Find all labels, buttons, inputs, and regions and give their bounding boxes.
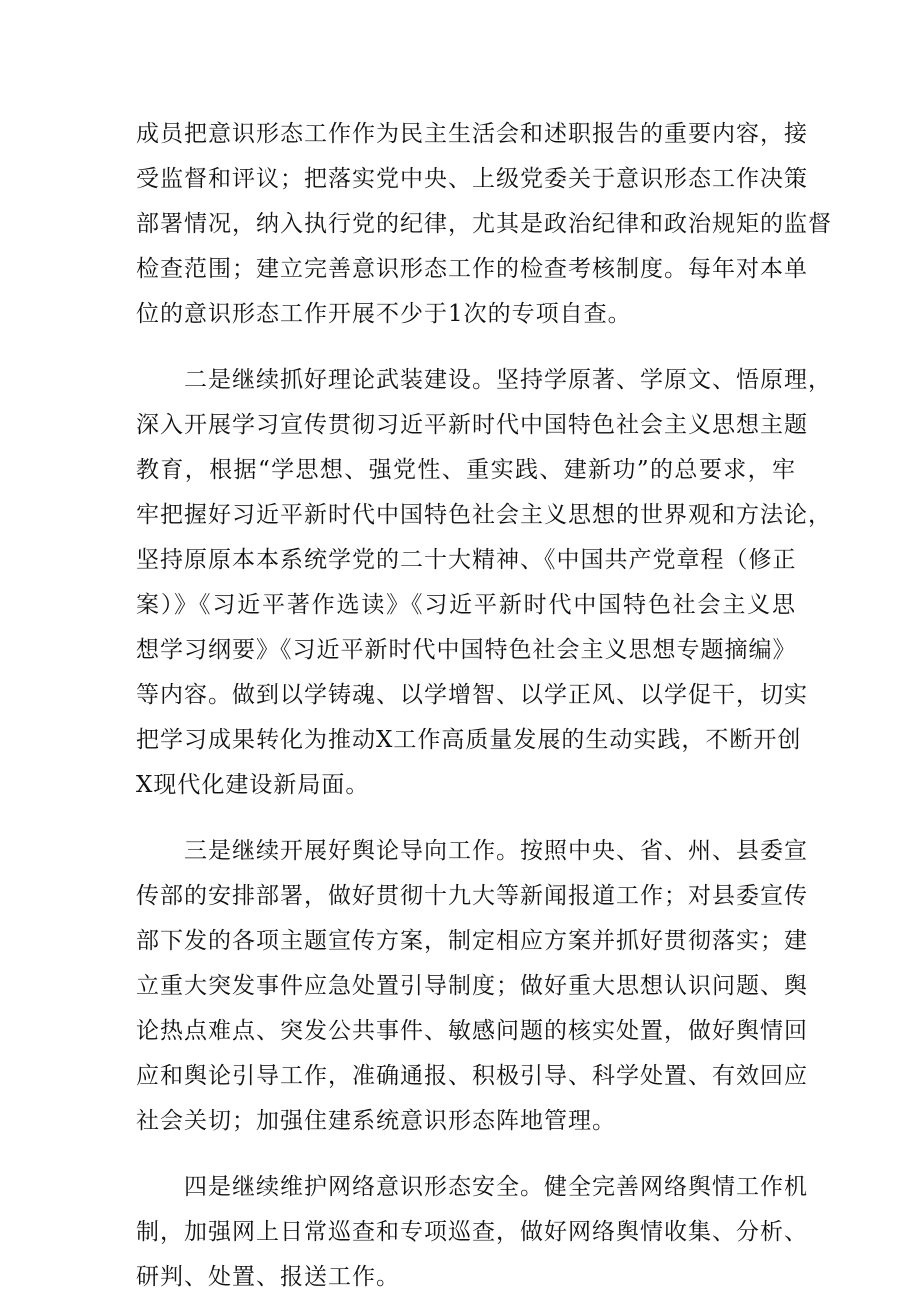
text-line: 立重大突发事件应急处置引导制度；做好重大思想认识问题、舆 (136, 973, 808, 999)
text-line: 等内容。做到以学铸魂、以学增智、以学正风、以学促干，切实 (136, 682, 808, 708)
text-line: 位的意识形态工作开展不少于1次的专项自查。 (136, 301, 632, 327)
paragraph-ideology-responsibility (136, 112, 832, 337)
text-line: 检查范围；建立完善意识形态工作的检查考核制度。每年对本单 (136, 256, 808, 282)
text-line: 研判、处置、报送工作。 (136, 1264, 400, 1290)
text-line: 教育，根据“学思想、强党性、重实践、建新功”的总要求，牢 (136, 457, 796, 483)
text-line: 部下发的各项主题宣传方案，制定相应方案并抓好贯彻落实；建 (136, 928, 808, 954)
text-line: 案）》《习近平著作选读》《习近平新时代中国特色社会主义思 (136, 592, 796, 618)
text-line: 三是继续开展好舆论导向工作。按照中央、省、州、县委宣 (184, 838, 808, 864)
paragraph-theory-building (136, 358, 832, 808)
paragraph-public-opinion (136, 829, 808, 1144)
text-line: 想学习纲要》《习近平新时代中国特色社会主义思想专题摘编》 (136, 637, 797, 663)
text-line: 部署情况，纳入执行党的纪律，尤其是政治纪律和政治规矩的监督 (136, 211, 832, 237)
text-line: 二是继续抓好理论武装建设。坚持学原著、学原文、悟原理， (184, 367, 832, 393)
paragraph-network-security (136, 1165, 808, 1300)
text-line: 坚持原原本本系统学党的二十大精神、《中国共产党章程（修正 (136, 547, 797, 573)
text-line: 传部的安排部署，做好贯彻十九大等新闻报道工作；对县委宣传 (136, 883, 808, 909)
text-line: 社会关切；加强住建系统意识形态阵地管理。 (136, 1108, 616, 1134)
text-line: 成员把意识形态工作作为民主生活会和述职报告的重要内容，接 (136, 121, 808, 147)
text-line: X现代化建设新局面。 (136, 772, 370, 798)
document-body (136, 112, 832, 1300)
text-line: 深入开展学习宣传贯彻习近平新时代中国特色社会主义思想主题 (136, 412, 808, 438)
text-line: 应和舆论引导工作，准确通报、积极引导、科学处置、有效回应 (136, 1063, 808, 1089)
text-line: 四是继续维护网络意识形态安全。健全完善网络舆情工作机 (184, 1174, 808, 1200)
text-line: 论热点难点、突发公共事件、敏感问题的核实处置，做好舆情回 (136, 1018, 808, 1044)
text-line: 把学习成果转化为推动X工作高质量发展的生动实践，不断开创 (136, 727, 802, 753)
text-line: 受监督和评议；把落实党中央、上级党委关于意识形态工作决策 (136, 166, 808, 192)
text-line: 牢把握好习近平新时代中国特色社会主义思想的世界观和方法论， (136, 502, 832, 528)
text-line: 制，加强网上日常巡查和专项巡查，做好网络舆情收集、分析、 (136, 1219, 808, 1245)
